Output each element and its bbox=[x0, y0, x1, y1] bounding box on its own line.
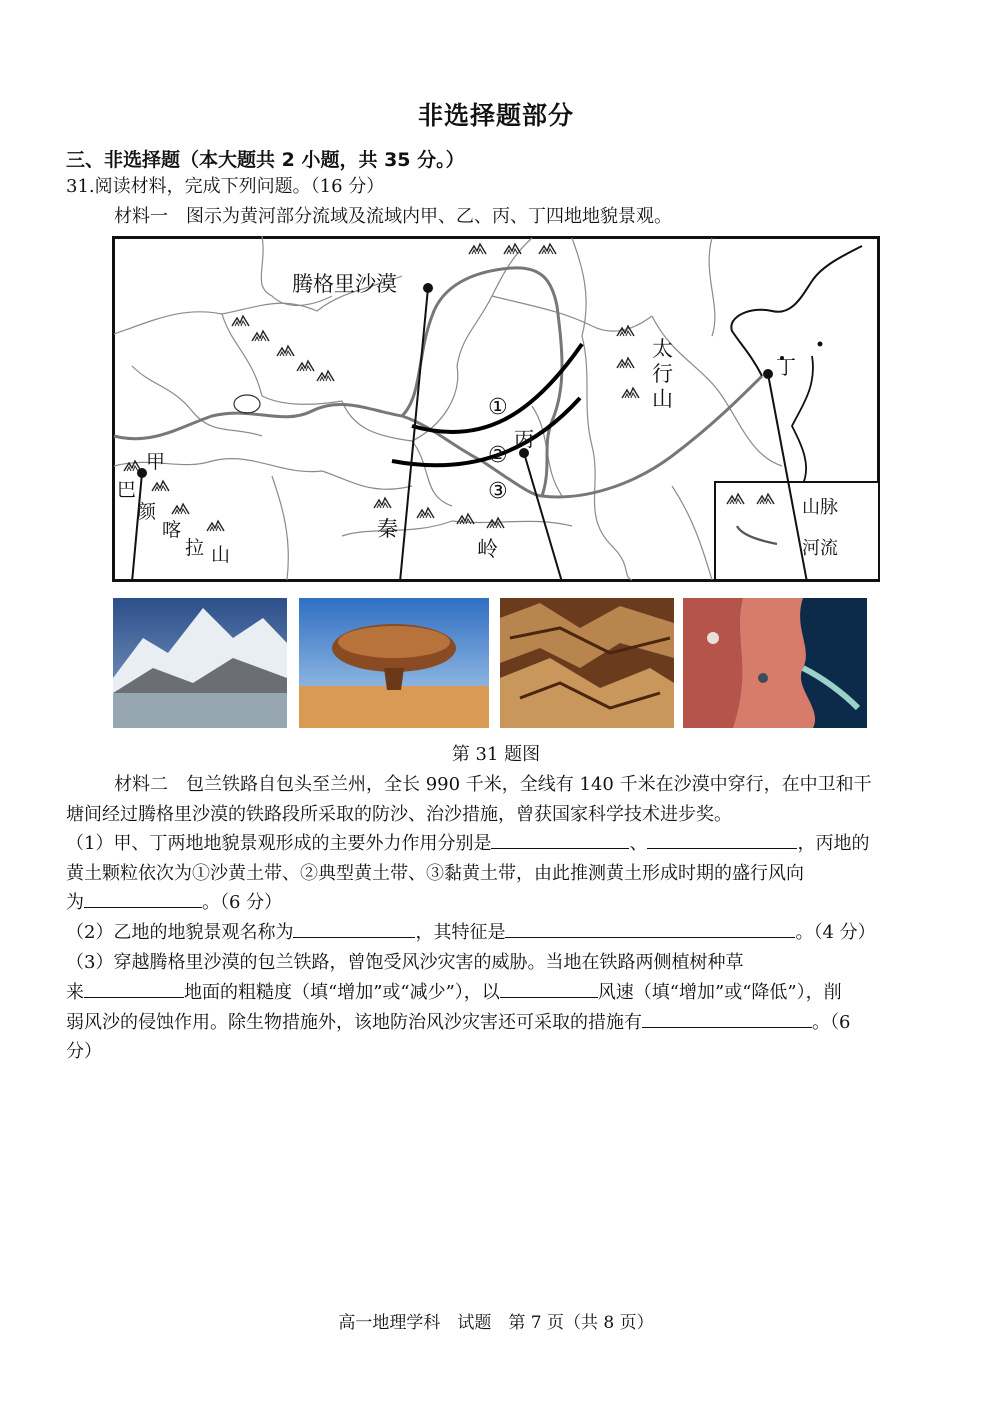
taihang-label-2: 行 bbox=[652, 362, 673, 386]
legend-river-label: 河流 bbox=[802, 538, 838, 559]
q3-text-3: 风速（填“增加”或“降低”），削 bbox=[597, 982, 842, 1003]
bayan-har-label-1: 巴 bbox=[117, 479, 137, 501]
taihang-label-1: 太 bbox=[652, 337, 673, 361]
q1-answer-blank-3[interactable] bbox=[84, 889, 202, 908]
question-intro: 31.阅读材料，完成下列问题。（16 分） bbox=[66, 176, 385, 197]
q3-text-1: 来 bbox=[66, 982, 84, 1003]
q1-line-3 bbox=[66, 888, 282, 918]
q3-text-5: 。（6 bbox=[812, 1012, 851, 1033]
q1-text-3: 为 bbox=[66, 892, 84, 913]
bayan-har-label-2: 颜 bbox=[137, 501, 157, 523]
ding-label: 丁 bbox=[776, 355, 796, 379]
mushroom-rock-photo bbox=[299, 598, 489, 728]
qinling-label-2: 岭 bbox=[477, 537, 498, 561]
q3-line-4: 分） bbox=[66, 1041, 102, 1062]
q1-text-2: ，丙地的 bbox=[797, 833, 870, 854]
qinling-label-1: 秦 bbox=[377, 517, 398, 541]
question-2 bbox=[66, 918, 876, 948]
q3-line-1: （3）穿越腾格里沙漠的包兰铁路，曾饱受风沙灾害的威胁。当地在铁路两侧植树种草 bbox=[66, 952, 744, 973]
material-two-line-1: 材料二 包兰铁路自包头至兰州，全长 990 千米，全线有 140 千米在沙漠中穿行，在中卫和干 bbox=[114, 774, 872, 795]
q1-separator: 、 bbox=[629, 833, 648, 854]
zone-3-label: ③ bbox=[488, 479, 508, 504]
jia-label: 甲 bbox=[146, 451, 166, 473]
q1-text-4: 。（6 分） bbox=[202, 892, 283, 913]
bayan-har-label-4: 拉 bbox=[185, 537, 205, 559]
yellow-river-map bbox=[112, 236, 880, 582]
snow-mountain-photo bbox=[113, 598, 287, 728]
taihang-label-3: 山 bbox=[652, 387, 673, 411]
q2-text-3: 。（4 分） bbox=[795, 922, 876, 943]
figure-caption: 第 31 题图 bbox=[451, 744, 541, 765]
river-delta-satellite-photo bbox=[683, 598, 867, 728]
bayan-har-label-3: 喀 bbox=[162, 519, 182, 541]
zone-2-label: ② bbox=[488, 443, 508, 468]
q3-text-4: 弱风沙的侵蚀作用。除生物措施外，该地防治风沙灾害还可采取的措施有 bbox=[66, 1012, 642, 1033]
material-one: 材料一 图示为黄河部分流域及流域内甲、乙、丙、丁四地地貌景观。 bbox=[114, 206, 672, 227]
q1-answer-blank-1[interactable] bbox=[491, 830, 629, 849]
q2-answer-blank-2[interactable] bbox=[505, 919, 795, 938]
zone-1-label: ① bbox=[488, 395, 508, 420]
q3-line-3 bbox=[66, 1008, 850, 1038]
desert-label: 腾格里沙漠 bbox=[292, 272, 397, 296]
q1-answer-blank-2[interactable] bbox=[647, 830, 797, 849]
bayan-har-label-5: 山 bbox=[211, 544, 231, 566]
q2-answer-blank-1[interactable] bbox=[293, 919, 415, 938]
q2-text-1: （2）乙地的地貌景观名称为 bbox=[66, 922, 294, 943]
material-two-line-2: 塘间经过腾格里沙漠的铁路段所采取的防沙、治沙措施，曾获国家科学技术进步奖。 bbox=[66, 804, 732, 825]
q1-text-1: （1）甲、丁两地地貌景观形成的主要外力作用分别是 bbox=[66, 833, 492, 854]
q3-answer-blank-3[interactable] bbox=[642, 1009, 812, 1028]
bing-label: 丙 bbox=[514, 427, 534, 451]
section-heading: 三、非选择题（本大题共 2 小题，共 35 分。） bbox=[66, 149, 465, 171]
q3-answer-blank-2[interactable] bbox=[500, 979, 598, 998]
q3-answer-blank-1[interactable] bbox=[84, 979, 184, 998]
legend-mountain-label: 山脉 bbox=[802, 497, 838, 518]
loess-gully-photo bbox=[500, 598, 674, 728]
question-1 bbox=[66, 829, 869, 859]
q1-line-2: 黄土颗粒依次为①沙黄土带、②典型黄土带、③黏黄土带，由此推测黄土形成时期的盛行风向 bbox=[66, 863, 804, 884]
page-footer: 高一地理学科 试题 第 7 页（共 8 页） bbox=[338, 1313, 654, 1333]
q2-text-2: ，其特征是 bbox=[415, 922, 506, 943]
page-title: 非选择题部分 bbox=[417, 101, 574, 130]
q3-line-2 bbox=[66, 978, 842, 1008]
q3-text-2: 地面的粗糙度（填“增加”或“减少”），以 bbox=[184, 982, 500, 1003]
